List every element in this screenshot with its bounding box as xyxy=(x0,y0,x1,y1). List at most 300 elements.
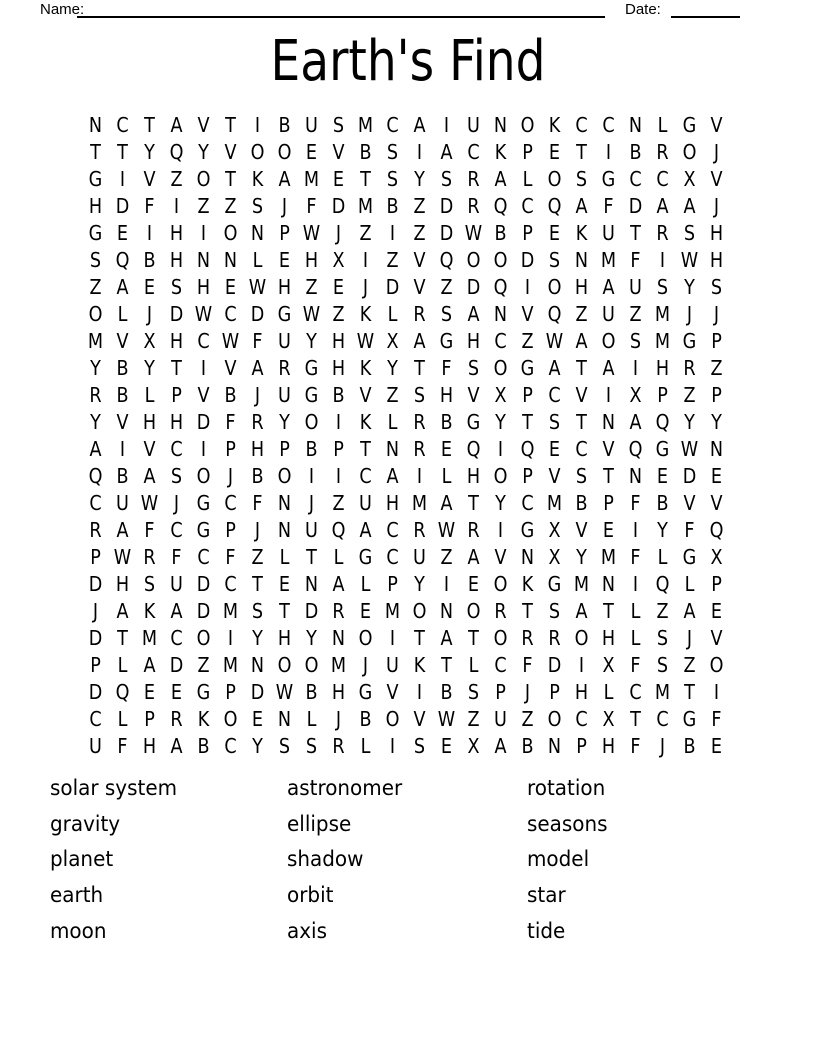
grid-letter: H xyxy=(142,409,157,434)
grid-letter: Q xyxy=(466,436,481,461)
grid-letter: C xyxy=(89,706,102,731)
grid-letter: V xyxy=(548,463,561,488)
grid-letter: L xyxy=(144,382,155,407)
grid-letter: R xyxy=(251,409,264,434)
grid-letter: Z xyxy=(440,274,453,299)
grid-letter: Y xyxy=(144,355,155,380)
grid-letter: Y xyxy=(279,409,290,434)
grid-letter: V xyxy=(359,382,372,407)
grid-letter: Z xyxy=(305,274,318,299)
grid-letter: W xyxy=(356,328,375,353)
grid-letter: J xyxy=(362,652,369,677)
grid-letter: F xyxy=(225,544,236,569)
grid-letter: H xyxy=(601,733,616,758)
grid-letter: E xyxy=(332,166,345,191)
grid-letter: R xyxy=(278,355,291,380)
grid-letter: Y xyxy=(306,328,317,353)
grid-letter: L xyxy=(657,112,668,137)
grid-letter: U xyxy=(602,220,615,245)
grid-letter: N xyxy=(331,625,346,650)
grid-letter: L xyxy=(468,652,479,677)
grid-letter: L xyxy=(117,652,128,677)
word-list-item: gravity xyxy=(50,811,121,836)
grid-letter: I xyxy=(389,220,396,245)
grid-letter: N xyxy=(493,112,508,137)
grid-letter: D xyxy=(88,679,103,704)
grid-letter: O xyxy=(358,625,373,650)
grid-letter: H xyxy=(709,220,724,245)
grid-letter: K xyxy=(359,409,372,434)
grid-letter: J xyxy=(335,706,342,731)
grid-letter: R xyxy=(332,598,345,623)
grid-letter: T xyxy=(630,706,641,731)
grid-letter: V xyxy=(602,436,615,461)
grid-letter: Z xyxy=(521,706,534,731)
grid-letter: J xyxy=(659,733,666,758)
grid-letter: S xyxy=(386,139,399,164)
grid-letter: J xyxy=(254,382,261,407)
grid-letter: S xyxy=(89,247,102,272)
grid-letter: O xyxy=(682,139,697,164)
grid-letter: O xyxy=(547,274,562,299)
date-blank-line xyxy=(671,0,740,18)
grid-letter: T xyxy=(171,355,182,380)
grid-letter: O xyxy=(466,598,481,623)
grid-letter: E xyxy=(467,571,480,596)
grid-letter: N xyxy=(277,490,292,515)
grid-letter: Y xyxy=(495,490,506,515)
grid-letter: M xyxy=(222,598,239,623)
grid-letter: E xyxy=(332,274,345,299)
grid-letter: R xyxy=(656,139,669,164)
grid-letter: K xyxy=(413,652,426,677)
grid-letter: F xyxy=(630,544,641,569)
grid-letter: R xyxy=(170,706,183,731)
grid-letter: P xyxy=(144,706,155,731)
grid-letter: V xyxy=(224,139,237,164)
grid-letter: V xyxy=(710,112,723,137)
grid-letter: I xyxy=(659,247,666,272)
grid-letter: C xyxy=(629,166,642,191)
grid-letter: M xyxy=(303,166,320,191)
grid-letter: O xyxy=(385,706,400,731)
grid-letter: G xyxy=(196,490,211,515)
grid-letter: Y xyxy=(198,139,209,164)
grid-letter: I xyxy=(605,382,612,407)
grid-letter: T xyxy=(90,139,101,164)
grid-letter: I xyxy=(119,166,126,191)
grid-letter: P xyxy=(90,544,101,569)
grid-letter: I xyxy=(713,679,720,704)
grid-letter: B xyxy=(494,220,507,245)
grid-letter: E xyxy=(359,598,372,623)
grid-letter: F xyxy=(225,409,236,434)
grid-letter: U xyxy=(629,274,642,299)
grid-letter: Q xyxy=(169,139,184,164)
grid-letter: Y xyxy=(414,571,425,596)
grid-letter: P xyxy=(522,382,533,407)
grid-letter: S xyxy=(170,274,183,299)
grid-letter: G xyxy=(277,301,292,326)
grid-letter: Y xyxy=(90,409,101,434)
grid-letter: D xyxy=(385,274,400,299)
grid-letter: Q xyxy=(655,571,670,596)
grid-letter: I xyxy=(200,436,207,461)
grid-letter: F xyxy=(603,193,614,218)
grid-letter: I xyxy=(254,112,261,137)
grid-letter: D xyxy=(88,571,103,596)
grid-letter: C xyxy=(575,112,588,137)
grid-letter: P xyxy=(225,436,236,461)
grid-letter: Z xyxy=(224,193,237,218)
grid-letter: C xyxy=(170,436,183,461)
grid-letter: W xyxy=(248,274,267,299)
grid-letter: A xyxy=(575,193,588,218)
grid-letter: B xyxy=(305,436,318,461)
grid-letter: I xyxy=(632,517,639,542)
grid-letter: H xyxy=(331,328,346,353)
grid-letter: G xyxy=(682,328,697,353)
grid-letter: S xyxy=(278,733,291,758)
grid-letter: T xyxy=(225,112,236,137)
grid-letter: E xyxy=(548,436,561,461)
grid-letter: Z xyxy=(656,598,669,623)
grid-letter: T xyxy=(414,625,425,650)
grid-letter: G xyxy=(466,409,481,434)
grid-letter: N xyxy=(574,247,589,272)
grid-letter: S xyxy=(143,571,156,596)
grid-letter: S xyxy=(332,112,345,137)
grid-letter: V xyxy=(521,301,534,326)
grid-letter: L xyxy=(441,463,452,488)
grid-letter: P xyxy=(225,517,236,542)
grid-letter: P xyxy=(522,220,533,245)
grid-letter: U xyxy=(386,652,399,677)
name-label: Name: xyxy=(40,1,85,18)
grid-letter: W xyxy=(302,301,321,326)
grid-letter: X xyxy=(143,328,156,353)
grid-letter: C xyxy=(224,301,237,326)
grid-letter: K xyxy=(575,220,588,245)
grid-letter: O xyxy=(493,463,508,488)
grid-letter: X xyxy=(710,544,723,569)
grid-letter: W xyxy=(437,706,456,731)
grid-letter: A xyxy=(143,463,156,488)
grid-letter: Z xyxy=(359,220,372,245)
grid-letter: T xyxy=(441,652,452,677)
grid-letter: R xyxy=(413,517,426,542)
grid-letter: M xyxy=(654,679,671,704)
grid-letter: C xyxy=(170,625,183,650)
name-blank-line xyxy=(77,0,605,18)
grid-letter: P xyxy=(90,652,101,677)
grid-letter: D xyxy=(520,247,535,272)
grid-letter: E xyxy=(278,571,291,596)
grid-letter: Z xyxy=(332,301,345,326)
word-list-item: rotation xyxy=(527,776,606,800)
grid-letter: Q xyxy=(493,193,508,218)
grid-letter: N xyxy=(709,436,724,461)
grid-letter: H xyxy=(196,274,211,299)
grid-letter: L xyxy=(360,571,371,596)
grid-letter: T xyxy=(468,625,479,650)
word-list-column-2 xyxy=(287,771,408,950)
grid-letter: A xyxy=(413,328,426,353)
grid-letter: B xyxy=(386,193,399,218)
grid-letter: C xyxy=(575,706,588,731)
grid-letter: J xyxy=(173,490,180,515)
grid-letter: O xyxy=(277,463,292,488)
grid-letter: N xyxy=(628,112,643,137)
grid-letter: O xyxy=(196,625,211,650)
grid-letter: P xyxy=(387,571,398,596)
grid-letter: S xyxy=(548,409,561,434)
grid-letter: T xyxy=(117,139,128,164)
grid-letter: I xyxy=(173,193,180,218)
grid-letter: S xyxy=(251,598,264,623)
grid-letter: D xyxy=(304,598,319,623)
grid-letter: N xyxy=(196,247,211,272)
grid-letter: L xyxy=(684,571,695,596)
grid-letter: T xyxy=(414,355,425,380)
grid-letter: N xyxy=(493,301,508,326)
grid-letter: A xyxy=(413,112,426,137)
grid-letter: A xyxy=(116,517,129,542)
grid-letter: G xyxy=(520,355,535,380)
grid-letter: S xyxy=(251,193,264,218)
grid-letter: H xyxy=(304,247,319,272)
grid-letter: L xyxy=(117,706,128,731)
grid-letter: D xyxy=(196,409,211,434)
word-list-item: axis xyxy=(287,918,327,943)
grid-letter: Z xyxy=(413,193,426,218)
grid-letter: Z xyxy=(386,382,399,407)
word-list-item: moon xyxy=(50,918,107,943)
grid-letter: N xyxy=(520,544,535,569)
grid-letter: O xyxy=(223,220,238,245)
grid-letter: M xyxy=(654,301,671,326)
grid-letter: P xyxy=(522,463,533,488)
grid-letter: C xyxy=(656,166,669,191)
grid-letter: Q xyxy=(709,517,724,542)
grid-letter: I xyxy=(416,463,423,488)
grid-letter: V xyxy=(116,409,129,434)
grid-letter: Q xyxy=(115,679,130,704)
grid-letter: T xyxy=(522,598,533,623)
grid-letter: Y xyxy=(90,355,101,380)
grid-letter: W xyxy=(221,328,240,353)
grid-letter: G xyxy=(304,382,319,407)
grid-letter: A xyxy=(602,274,615,299)
grid-letter: C xyxy=(224,571,237,596)
grid-letter: F xyxy=(306,193,317,218)
grid-letter: G xyxy=(547,571,562,596)
grid-letter: F xyxy=(711,706,722,731)
grid-letter: P xyxy=(171,382,182,407)
grid-letter: U xyxy=(170,571,183,596)
grid-letter: Q xyxy=(115,247,130,272)
grid-letter: B xyxy=(575,490,588,515)
grid-letter: N xyxy=(223,247,238,272)
grid-letter: Q xyxy=(547,301,562,326)
grid-letter: P xyxy=(711,382,722,407)
grid-letter: S xyxy=(656,274,669,299)
grid-letter: F xyxy=(252,490,263,515)
grid-letter: J xyxy=(227,463,234,488)
grid-letter: C xyxy=(170,517,183,542)
grid-letter: W xyxy=(680,436,699,461)
word-list-column-1 xyxy=(50,771,184,950)
grid-letter: S xyxy=(548,247,561,272)
grid-letter: H xyxy=(331,355,346,380)
grid-letter: A xyxy=(116,598,129,623)
grid-letter: C xyxy=(521,490,534,515)
grid-letter: C xyxy=(521,193,534,218)
grid-letter: J xyxy=(254,517,261,542)
grid-letter: V xyxy=(413,274,426,299)
grid-letter: N xyxy=(277,706,292,731)
grid-letter: T xyxy=(468,490,479,515)
grid-letter: E xyxy=(116,220,129,245)
grid-letter: Z xyxy=(440,544,453,569)
grid-letter: D xyxy=(250,679,265,704)
word-list-item: earth xyxy=(50,883,104,908)
grid-letter: K xyxy=(521,571,534,596)
grid-letter: E xyxy=(548,139,561,164)
grid-letter: J xyxy=(686,301,693,326)
grid-letter: A xyxy=(575,328,588,353)
grid-letter: Y xyxy=(144,139,155,164)
grid-letter: T xyxy=(576,355,587,380)
grid-letter: C xyxy=(197,328,210,353)
grid-letter: V xyxy=(710,625,723,650)
grid-letter: U xyxy=(116,490,129,515)
grid-letter: F xyxy=(171,544,182,569)
grid-letter: A xyxy=(440,139,453,164)
grid-letter: H xyxy=(655,355,670,380)
grid-letter: T xyxy=(279,598,290,623)
grid-letter: A xyxy=(494,166,507,191)
grid-letter: B xyxy=(656,490,669,515)
grid-letter: O xyxy=(277,139,292,164)
grid-letter: V xyxy=(467,382,480,407)
grid-letter: U xyxy=(359,490,372,515)
grid-letter: N xyxy=(601,571,616,596)
grid-letter: J xyxy=(308,490,315,515)
grid-letter: Z xyxy=(251,544,264,569)
grid-letter: L xyxy=(279,544,290,569)
grid-letter: H xyxy=(142,733,157,758)
grid-letter: H xyxy=(88,193,103,218)
grid-letter: K xyxy=(359,355,372,380)
grid-letter: W xyxy=(194,301,213,326)
grid-letter: O xyxy=(709,652,724,677)
grid-letter: P xyxy=(603,490,614,515)
grid-letter: D xyxy=(439,220,454,245)
grid-letter: H xyxy=(277,625,292,650)
grid-letter: A xyxy=(656,193,669,218)
grid-letter: S xyxy=(710,274,723,299)
grid-letter: M xyxy=(330,652,347,677)
grid-letter: T xyxy=(225,166,236,191)
grid-letter: E xyxy=(251,706,264,731)
grid-letter: G xyxy=(655,436,670,461)
grid-letter: J xyxy=(92,598,99,623)
grid-letter: W xyxy=(302,220,321,245)
grid-letter: J xyxy=(524,679,531,704)
grid-letter: C xyxy=(386,112,399,137)
grid-letter: W xyxy=(680,247,699,272)
grid-letter: Z xyxy=(197,193,210,218)
grid-letter: B xyxy=(224,382,237,407)
word-list-item: star xyxy=(527,883,566,908)
word-list-item: tide xyxy=(527,918,566,943)
grid-letter: O xyxy=(196,463,211,488)
grid-letter: A xyxy=(683,598,696,623)
grid-letter: I xyxy=(605,139,612,164)
grid-letter: V xyxy=(494,544,507,569)
grid-letter: Y xyxy=(252,625,263,650)
grid-letter: R xyxy=(494,598,507,623)
grid-letter: P xyxy=(576,733,587,758)
grid-letter: X xyxy=(629,382,642,407)
grid-letter: J xyxy=(686,625,693,650)
grid-letter: O xyxy=(196,166,211,191)
grid-letter: B xyxy=(143,247,156,272)
grid-letter: H xyxy=(169,328,184,353)
grid-letter: B xyxy=(359,706,372,731)
grid-letter: Y xyxy=(657,517,668,542)
grid-letter: A xyxy=(467,544,480,569)
grid-letter: S xyxy=(575,463,588,488)
grid-letter: N xyxy=(439,598,454,623)
grid-letter: R xyxy=(332,733,345,758)
date-label: Date: xyxy=(625,1,661,18)
grid-letter: C xyxy=(548,382,561,407)
grid-letter: V xyxy=(197,382,210,407)
grid-letter: O xyxy=(466,247,481,272)
grid-letter: J xyxy=(281,193,288,218)
grid-letter: S xyxy=(656,625,669,650)
grid-letter: J xyxy=(713,193,720,218)
grid-letter: H xyxy=(169,409,184,434)
grid-letter: Z xyxy=(683,382,696,407)
grid-letter: L xyxy=(360,733,371,758)
grid-letter: O xyxy=(412,598,427,623)
grid-letter: C xyxy=(656,706,669,731)
grid-letter: J xyxy=(713,301,720,326)
grid-letter: B xyxy=(197,733,210,758)
grid-letter: M xyxy=(357,193,374,218)
grid-letter: R xyxy=(89,517,102,542)
grid-letter: W xyxy=(437,517,456,542)
grid-letter: F xyxy=(144,193,155,218)
grid-letter: J xyxy=(146,301,153,326)
word-list-item: model xyxy=(527,847,590,872)
grid-letter: V xyxy=(197,112,210,137)
grid-letter: E xyxy=(305,139,318,164)
grid-letter: I xyxy=(524,274,531,299)
grid-letter: P xyxy=(225,679,236,704)
grid-letter: T xyxy=(144,112,155,137)
grid-letter: I xyxy=(416,139,423,164)
grid-letter: B xyxy=(332,382,345,407)
grid-letter: Z xyxy=(332,490,345,515)
grid-letter: Y xyxy=(387,355,398,380)
grid-letter: D xyxy=(169,301,184,326)
grid-letter: S xyxy=(656,652,669,677)
grid-letter: Z xyxy=(710,355,723,380)
